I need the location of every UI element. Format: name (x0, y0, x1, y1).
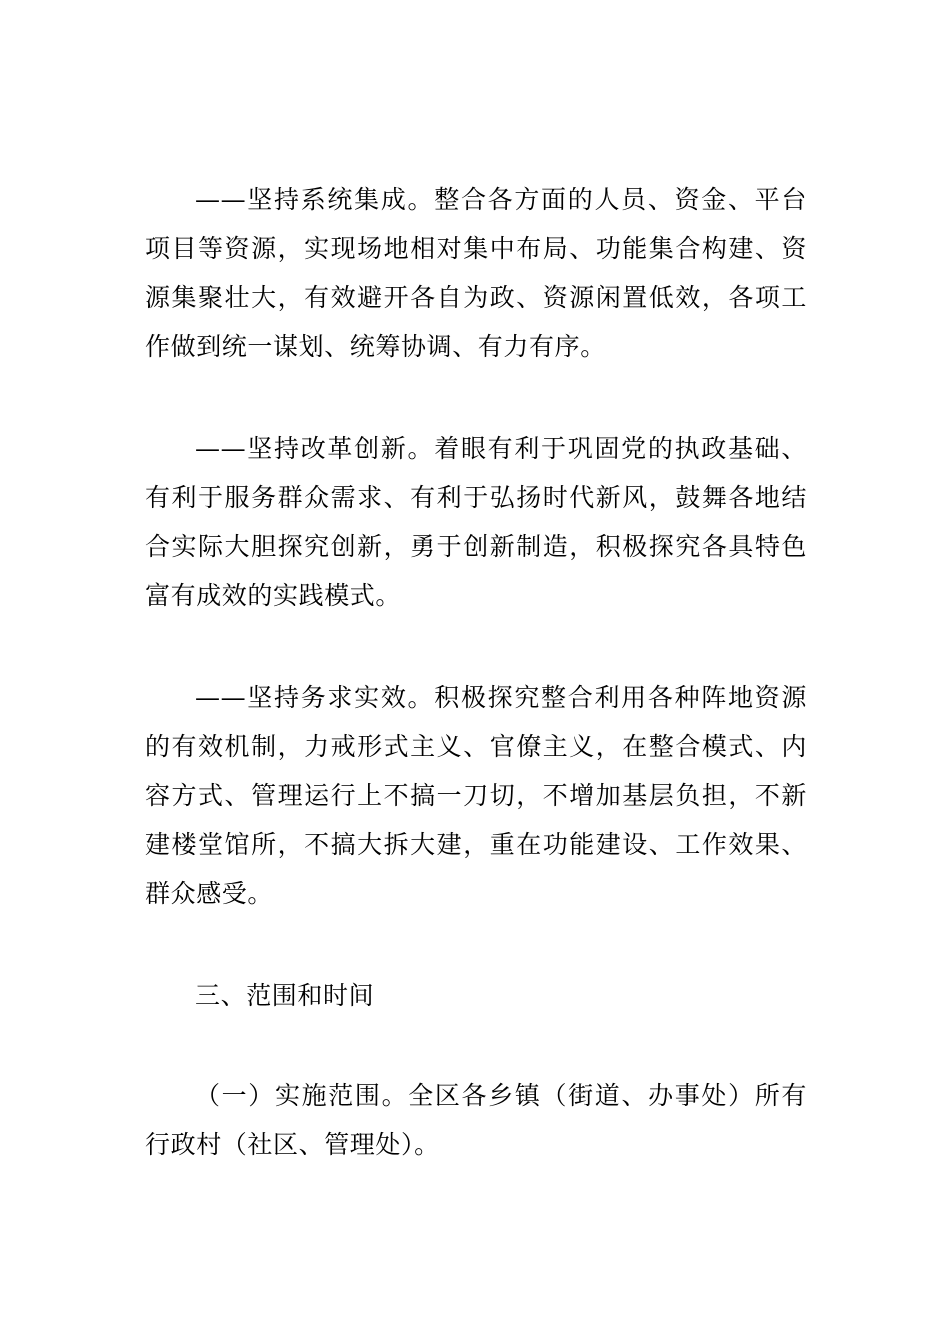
section-heading-scope-and-time: 三、范围和时间 (195, 981, 375, 1010)
paragraph-reform-innovation: ——坚持改革创新。着眼有利于巩固党的执政基础、有利于服务群众需求、有利于弘扬时代新风，鼓舞各地结合实际大胆探究创新，勇于创新制造，积极探究各具特色富有成效的实践模式。 (145, 434, 807, 610)
paragraph-practical-results: ——坚持务求实效。积极探究整合利用各种阵地资源的有效机制，力戒形式主义、官僚主义，在整合模式、内容方式、管理运行上不搞一刀切，不增加基层负担，不新建楼堂馆所，不搞大拆大建，重在功能建设、工作效果、群众感受。 (145, 683, 807, 908)
paragraph-system-integration: ——坚持系统集成。整合各方面的人员、资金、平台项目等资源，实现场地相对集中布局、功能集合构建、资源集聚壮大，有效避开各自为政、资源闲置低效，各项工作做到统一谋划、统筹协调、有力有序。 (145, 185, 807, 361)
paragraph-implementation-scope: （一）实施范围。全区各乡镇（街道、办事处）所有行政村（社区、管理处）。 (145, 1081, 807, 1159)
